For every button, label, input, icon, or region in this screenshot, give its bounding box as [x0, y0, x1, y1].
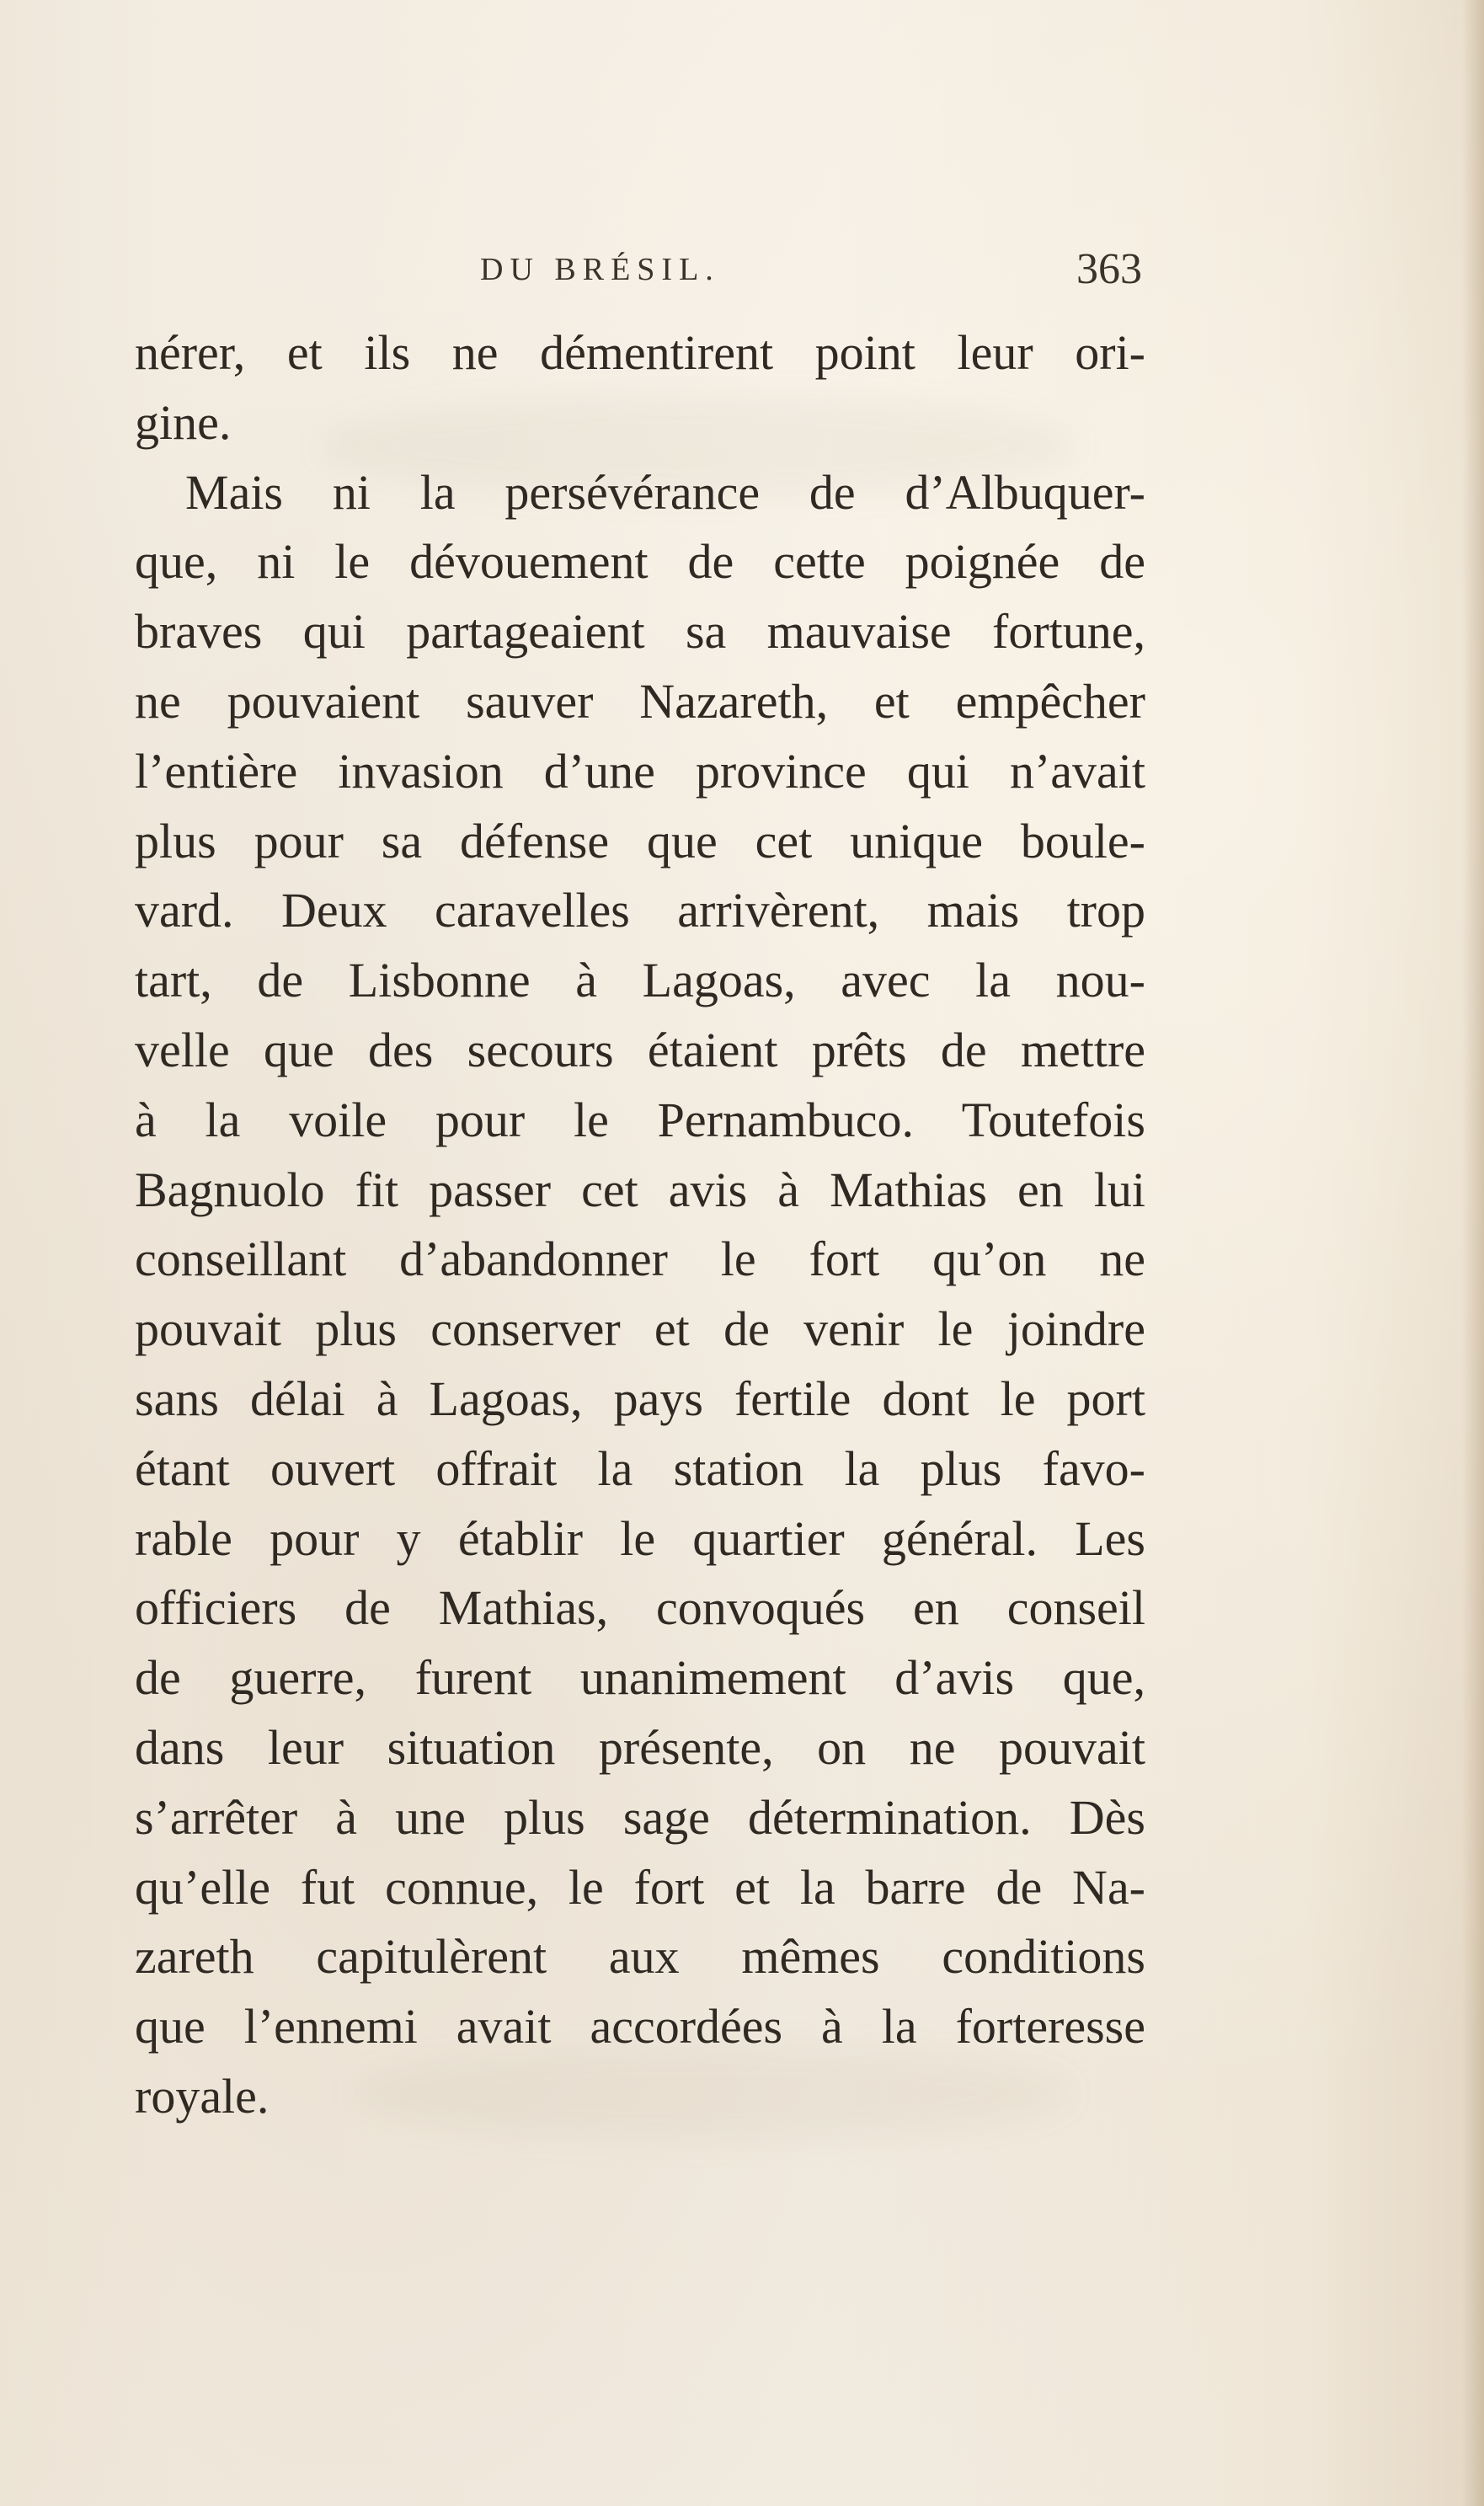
text-line: royale. — [135, 2068, 270, 2124]
text-line: l’entière invasion d’une province qui n’avait — [135, 743, 1145, 799]
page-header — [135, 244, 1145, 303]
text-line: zareth capitulèrent aux mêmes conditions — [135, 1929, 1145, 1985]
text-line: dans leur situation présente, on ne pouvait — [135, 1719, 1145, 1775]
page-number: 363 — [1076, 245, 1142, 293]
text-line: étant ouvert offrait la station la plus favo- — [135, 1440, 1145, 1496]
text-line: ne pouvaient sauver Nazareth, et empêcher — [135, 673, 1145, 729]
text-line: tart, de Lisbonne à Lagoas, avec la nou- — [135, 953, 1145, 1008]
text-line: braves qui partageaient sa mauvaise fortune, — [135, 604, 1145, 660]
text-line: s’arrêter à une plus sage détermination. Dès — [135, 1789, 1145, 1845]
text-line: que, ni le dévouement de cette poignée de — [135, 534, 1145, 590]
text-line: Mais ni la persévérance de d’Albuquer- — [185, 464, 1145, 520]
text-line: de guerre, furent unanimement d’avis que, — [135, 1650, 1145, 1706]
text-line: plus pour sa défense que cet unique boule- — [135, 813, 1145, 868]
text-line: Bagnuolo fit passer cet avis à Mathias en lui — [135, 1162, 1145, 1217]
text-line: à la voile pour le Pernambuco. Toutefois — [135, 1092, 1145, 1147]
body-text — [135, 318, 1145, 2132]
text-line: rable pour y établir le quartier général. Les — [135, 1510, 1145, 1566]
text-line: nérer, et ils ne démentirent point leur ori- — [135, 325, 1145, 380]
text-line: conseillant d’abandonner le fort qu’on ne — [135, 1232, 1145, 1287]
running-head: DU BRÉSIL. — [480, 252, 720, 287]
text-line: que l’ennemi avait accordées à la forteresse — [135, 1999, 1145, 2054]
text-line: pouvait plus conserver et de venir le joindre — [135, 1301, 1145, 1357]
text-line: qu’elle fut connue, le fort et la barre de Na- — [135, 1859, 1145, 1915]
text-line: velle que des secours étaient prêts de mettre — [135, 1022, 1145, 1077]
text-line: sans délai à Lagoas, pays fertile dont le port — [135, 1371, 1145, 1426]
text-line: gine. — [135, 394, 232, 450]
text-line: officiers de Mathias, convoqués en conseil — [135, 1580, 1145, 1636]
text-line: vard. Deux caravelles arrivèrent, mais trop — [135, 883, 1145, 938]
